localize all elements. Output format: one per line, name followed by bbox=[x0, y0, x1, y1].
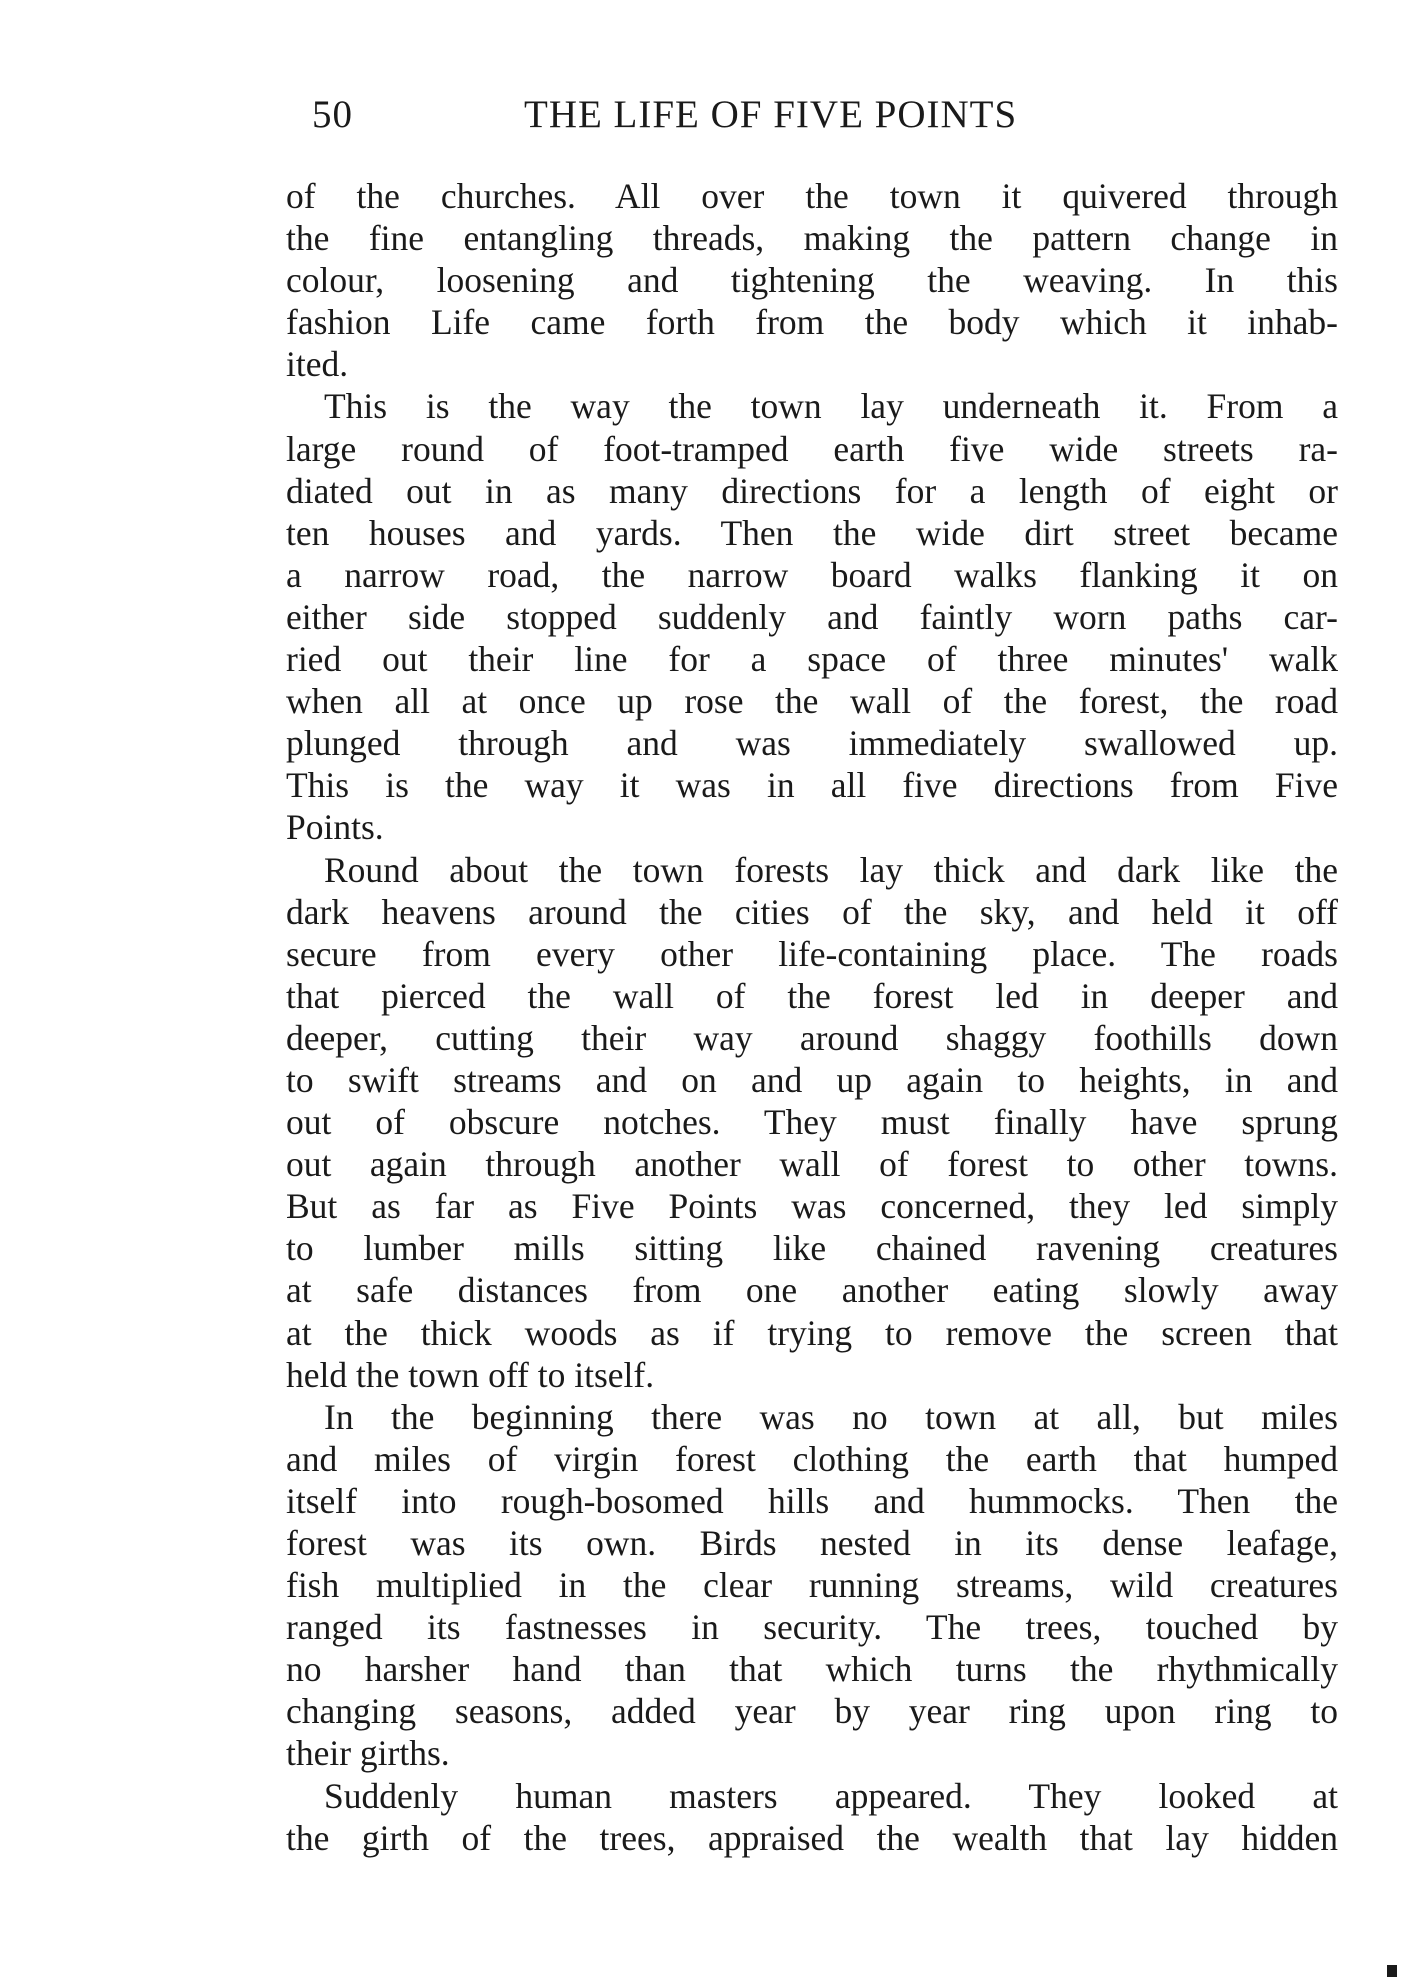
text-line: of the churches. All over the town it quivered through bbox=[286, 176, 1338, 216]
text-line: itself into rough-bosomed hills and hummocks. Then the bbox=[286, 1480, 1338, 1521]
running-title: THE LIFE OF FIVE POINTS bbox=[524, 93, 1018, 136]
text-line: ranged its fastnesses in security. The trees, touched by bbox=[286, 1607, 1338, 1648]
text-line: held the town off to itself. bbox=[286, 1354, 655, 1395]
text-line: at safe distances from one another eating slowly away bbox=[286, 1270, 1338, 1311]
text-line: that pierced the wall of the forest led in deeper and bbox=[286, 975, 1338, 1016]
text-line: either side stopped suddenly and faintly worn paths car- bbox=[286, 596, 1338, 637]
text-line: when all at once up rose the wall of the forest, the road bbox=[286, 681, 1338, 722]
text-line: fashion Life came forth from the body which it inhab- bbox=[286, 302, 1338, 343]
text-line: and miles of virgin forest clothing the earth that humped bbox=[286, 1438, 1338, 1479]
text-line: out of obscure notches. They must finally have sprung bbox=[286, 1102, 1338, 1143]
text-line: out again through another wall of forest to other towns. bbox=[286, 1144, 1338, 1185]
text-line: to swift streams and on and up again to heights, in and bbox=[286, 1059, 1338, 1100]
text-line: Round about the town forests lay thick and dark like the bbox=[324, 849, 1338, 890]
text-line: diated out in as many directions for a length of eight or bbox=[286, 470, 1338, 511]
text-line: dark heavens around the cities of the sky, and held it off bbox=[286, 891, 1338, 932]
text-line: This is the way the town lay underneath it. From a bbox=[324, 386, 1338, 427]
text-line: ried out their line for a space of three minutes' walk bbox=[286, 639, 1338, 680]
text-line: a narrow road, the narrow board walks flanking it on bbox=[286, 554, 1338, 595]
text-line: changing seasons, added year by year ring upon ring to bbox=[286, 1691, 1338, 1732]
text-line: plunged through and was immediately swallowed up. bbox=[286, 723, 1338, 764]
text-line: deeper, cutting their way around shaggy foothills down bbox=[286, 1017, 1338, 1058]
paragraph bbox=[286, 1775, 1338, 1859]
paragraph bbox=[286, 385, 1338, 848]
scan-mark bbox=[1387, 1965, 1397, 1977]
text-line: forest was its own. Birds nested in its dense leafage, bbox=[286, 1523, 1338, 1563]
text-line: This is the way it was in all five directions from Five bbox=[286, 765, 1338, 806]
text-line: In the beginning there was no town at all, but miles bbox=[324, 1396, 1338, 1437]
paragraph bbox=[286, 849, 1338, 1396]
text-line: ten houses and yards. Then the wide dirt street became bbox=[286, 512, 1338, 553]
text-line: Points. bbox=[286, 807, 384, 848]
running-head bbox=[312, 92, 1124, 142]
text-line: colour, loosening and tightening the weaving. In this bbox=[286, 260, 1338, 301]
text-line: Suddenly human masters appeared. They looked at bbox=[324, 1775, 1338, 1816]
page-number: 50 bbox=[312, 93, 353, 136]
text-line: no harsher hand than that which turns the rhythmically bbox=[286, 1649, 1338, 1690]
text-line: their girths. bbox=[286, 1733, 450, 1774]
text-line: the girth of the trees, appraised the wealth that lay hidden bbox=[286, 1817, 1338, 1858]
text-line: large round of foot-tramped earth five wide streets ra- bbox=[286, 428, 1338, 469]
body-text bbox=[286, 175, 1338, 1859]
text-line: ited. bbox=[286, 344, 349, 385]
text-line: fish multiplied in the clear running streams, wild creatures bbox=[286, 1565, 1338, 1606]
paragraph bbox=[286, 1396, 1338, 1775]
paragraph bbox=[286, 175, 1338, 385]
text-line: But as far as Five Points was concerned, they led simply bbox=[286, 1186, 1338, 1227]
text-line: secure from every other life-containing place. The roads bbox=[286, 933, 1338, 974]
text-line: at the thick woods as if trying to remove the screen that bbox=[286, 1312, 1338, 1353]
text-line: to lumber mills sitting like chained ravening creatures bbox=[286, 1228, 1338, 1269]
text-line: the fine entangling threads, making the pattern change in bbox=[286, 218, 1338, 259]
